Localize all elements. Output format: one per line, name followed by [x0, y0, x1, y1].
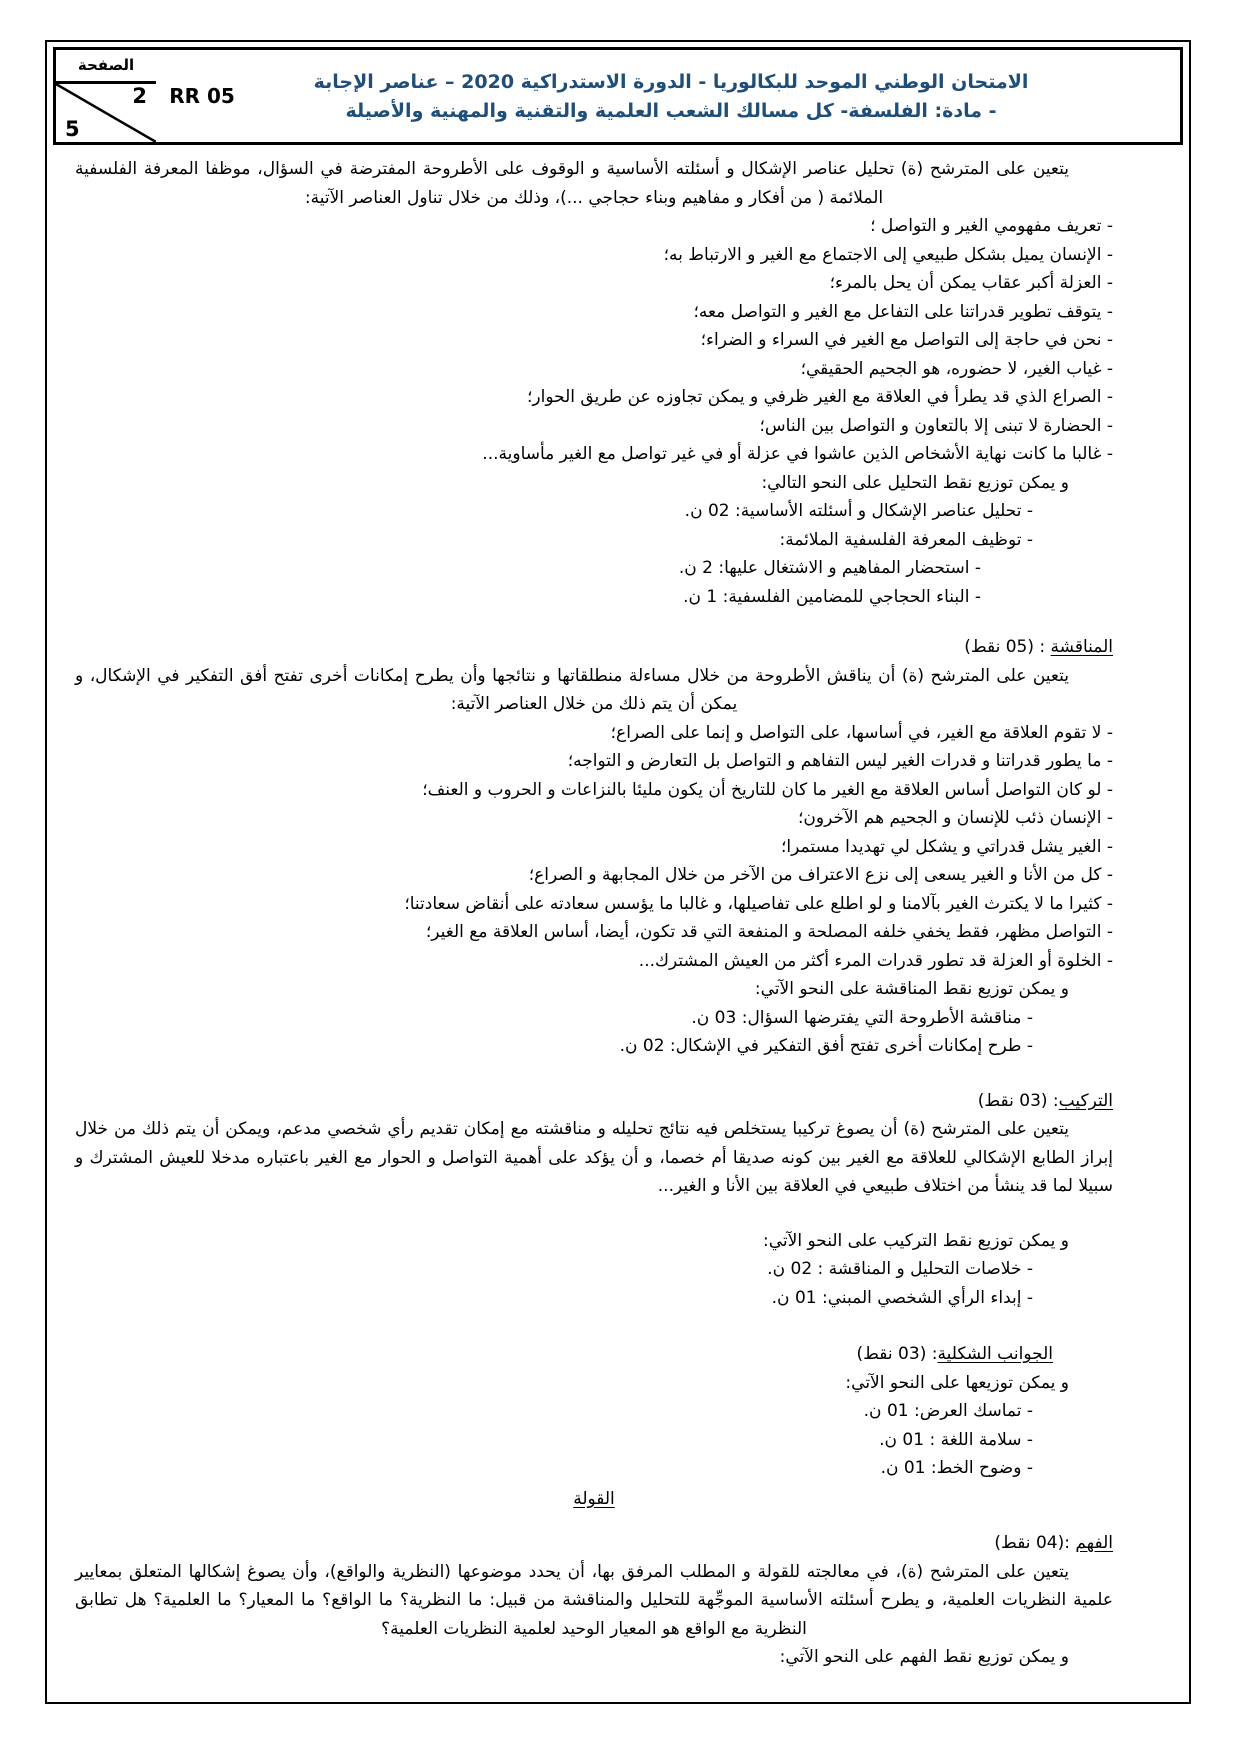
page-indicator [56, 50, 156, 142]
page-total: 5 [65, 117, 80, 141]
heading-points: : (03 نقط) [856, 1344, 938, 1364]
subpoint-line: - البناء الحجاجي للمضامين الفلسفية: 1 ن. [683, 586, 981, 607]
points-lead: و يمكن توزيع نقط الفهم على النحو الآتي: [779, 1647, 1069, 1667]
paragraph: يتعين على المترشح (ة) أن يناقش الأطروحة من خلال مساءلة منطلقاتها و نتائجها وأن يطرح إمكانات أخرى تفتح أفق التفكير في الإشكال، و يمكن أن يتم ذلك من خلال العناصر الآتية: [75, 665, 1069, 714]
bullet-line: - غالبا ما كانت نهاية الأشخاص الذين عاشوا في عزلة أو في غير تواصل مع الغير مأساوية... [482, 444, 1113, 464]
bullet-line: - العزلة أكبر عقاب يمكن أن يحل بالمرء؛ [829, 273, 1113, 293]
bullet-line: - تعريف مفهومي الغير و التواصل ؛ [870, 216, 1113, 236]
point-line: - إبداء الرأي الشخصي المبني: 01 ن. [771, 1287, 1033, 1308]
points-lead: و يمكن توزيع نقط التركيب على النحو الآتي: [763, 1230, 1069, 1251]
point-line: - توظيف المعرفة الفلسفية الملائمة: [779, 529, 1033, 550]
heading-underlined-text: المناقشة [1050, 637, 1113, 657]
subpoint-line: - استحضار المفاهيم و الاشتغال عليها: 2 ن. [678, 558, 981, 578]
bullet-line: - الخلوة أو العزلة قد تطور قدرات المرء أكثر من العيش المشترك... [638, 950, 1113, 971]
bullet-line: - ما يطور قدراتنا و قدرات الغير ليس التفاهم و التواصل بل التعارض و التواجه؛ [567, 751, 1113, 771]
page-fraction [56, 84, 156, 142]
paragraph: يتعين على المترشح (ة) تحليل عناصر الإشكال و أسئلته الأساسية و الوقوف على الأطروحة المفترضة في السؤال، موظفا المعرفة الفلسفية الملائمة ( من أفكار و مفاهيم وبناء حجاجي ...)، وذلك من خلال تناول العناصر الآتية: [75, 159, 1069, 208]
quote-heading [75, 1485, 1113, 1514]
heading-points: :(04 نقط) [994, 1533, 1076, 1553]
bullet-line: - نحن في حاجة إلى التواصل مع الغير في السراء و الضراء؛ [700, 330, 1113, 350]
section-heading [75, 1340, 1113, 1369]
header-table [53, 47, 1183, 145]
point-line: - طرح إمكانات أخرى تفتح أفق التفكير في الإشكال: 02 ن. [619, 1036, 1033, 1056]
heading-underlined-text: الجوانب الشكلية [937, 1344, 1053, 1364]
point-line: - تحليل عناصر الإشكال و أسئلته الأساسية: 02 ن. [684, 501, 1033, 521]
bullet-line: - لا تقوم العلاقة مع الغير، في أساسها، على التواصل و إنما على الصراع؛ [610, 722, 1113, 743]
spacer [75, 1201, 1113, 1227]
page-label: الصفحة [56, 50, 156, 84]
header-empty-box [1094, 50, 1180, 142]
page-number: 2 [132, 84, 147, 108]
bullet-line: - لو كان التواصل أساس العلاقة مع الغير ما كان للتاريخ أن يكون مليئا بالنزاعات و الحروب و العنف؛ [422, 779, 1113, 800]
spacer [75, 1061, 1113, 1087]
points-lead: و يمكن توزيع نقط المناقشة على النحو الآتي: [754, 979, 1069, 999]
heading-points: : (03 نقط) [977, 1090, 1059, 1111]
section-heading [75, 1087, 1113, 1116]
point-line: - وضوح الخط: 01 ن. [880, 1458, 1033, 1478]
bullet-line: - كل من الأنا و الغير يسعى إلى نزع الاعتراف من الآخر من خلال المجابهة و الصراع؛ [528, 865, 1113, 885]
points-lead: و يمكن توزيع نقط التحليل على النحو التالي: [761, 472, 1069, 493]
exam-ref-code: RR 05 [169, 84, 235, 108]
paragraph: يتعين على المترشح (ة) أن يصوغ تركيبا يستخلص فيه نتائج تحليله و مناقشته مع إمكان تقديم رأي شخصي مدعم، ويمكن أن يتم ذلك من خلال إبراز الطابع الإشكالي للعلاقة مع الغير بين كونه صديقا أم خصما، و أن يؤكد على أهمية التواصل و الحوار مع الغير باعتباره مدخلا للعيش المشترك و سبيلا لما قد ينشأ من اختلاف طبيعي في العلاقة بين الأنا و الغير... [75, 1119, 1113, 1196]
bullet-line: - الغير يشل قدراتي و يشكل لي تهديدا مستمرا؛ [781, 836, 1113, 857]
bullet-line: - الصراع الذي قد يطرأ في العلاقة مع الغير ظرفي و يمكن تجاوزه عن طريق الحوار؛ [526, 387, 1113, 407]
spacer [75, 611, 1113, 633]
spacer [75, 1312, 1113, 1340]
bullet-line: - غياب الغير، لا حضوره، هو الجحيم الحقيقي؛ [800, 358, 1113, 379]
heading-points: : (05 نقط) [964, 637, 1051, 657]
spacer [75, 1513, 1113, 1529]
bullet-line: - التواصل مظهر، فقط يخفي خلفه المصلحة و المنفعة التي قد تكون، أيضا، أساس العلاقة مع الغير؛ [425, 922, 1113, 942]
section-heading [75, 633, 1113, 662]
point-line: - مناقشة الأطروحة التي يفترضها السؤال: 03 ن. [691, 1007, 1033, 1028]
bullet-line: - الإنسان يميل بشكل طبيعي إلى الاجتماع مع الغير و الارتباط به؛ [663, 244, 1113, 265]
exam-title-line2: - مادة: الفلسفة- كل مسالك الشعب العلمية والتقنية والمهنية والأصيلة [345, 99, 997, 122]
point-line: - تماسك العرض: 01 ن. [863, 1401, 1033, 1421]
bullet-line: - الإنسان ذئب للإنسان و الجحيم هم الآخرون؛ [797, 808, 1113, 828]
section-heading [75, 1529, 1113, 1558]
answer-sheet-page [45, 40, 1191, 1704]
point-line: - خلاصات التحليل و المناقشة : 02 ن. [767, 1259, 1033, 1279]
point-line: - سلامة اللغة : 01 ن. [879, 1429, 1033, 1450]
heading-underlined-text: التركيب [1058, 1090, 1113, 1111]
bullet-line: - الحضارة لا تبنى إلا بالتعاون و التواصل بين الناس؛ [759, 415, 1113, 436]
paragraph: يتعين على المترشح (ة)، في معالجته للقولة و المطلب المرفق بها، أن يحدد موضوعها (النظرية والواقع)، وأن يصوغ إشكالها المتعلق بمعايير علمية النظريات العلمية، و يطرح أسئلته الأساسية الموجِّهة للتحليل والمناقشة من قبيل: ما النظرية؟ ما الواقع؟ ما المعيار؟ ما العلمية؟ هل تطابق النظرية مع الواقع هو المعيار الوحيد لعلمية النظريات العلمية؟ [75, 1561, 1113, 1639]
bullet-line: - يتوقف تطوير قدراتنا على التفاعل مع الغير و التواصل معه؛ [693, 301, 1113, 322]
points-lead: و يمكن توزيعها على النحو الآتي: [845, 1372, 1069, 1393]
exam-title-line1: الامتحان الوطني الموحد للبكالوريا - الدورة الاستدراكية 2020 – عناصر الإجابة [313, 70, 1029, 93]
heading-underlined-text: الفهم [1075, 1533, 1113, 1553]
bullet-line: - كثيرا ما لا يكترث الغير بآلامنا و لو اطلع على تفاصيلها، و غالبا ما يؤسس سعادته على أنقاض سعادتنا؛ [404, 893, 1113, 914]
exam-title-cell [248, 50, 1094, 142]
heading-underlined-text: القولة [573, 1488, 615, 1509]
answer-content [75, 155, 1113, 1672]
